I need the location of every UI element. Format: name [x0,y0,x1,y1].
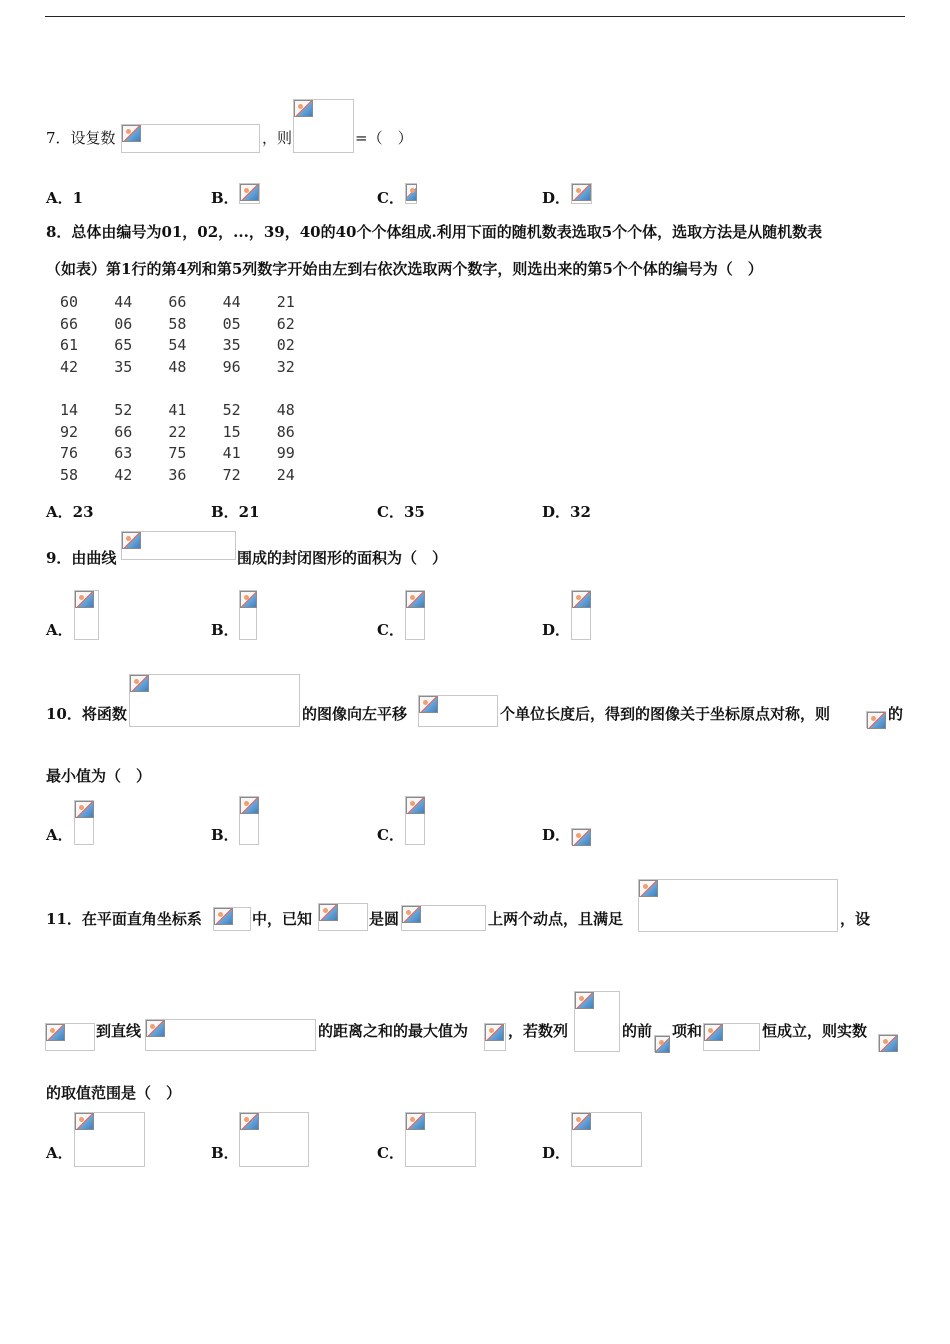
broken-image-icon [406,797,425,814]
q11-text-4: 上两个动点，且满足 [488,910,624,928]
q8-stem-line2: （如表）第1行的第4列和第5列数字开始由左到右依次选取两个数字，则选出来的第5个个体的编号为（ ） [46,260,763,278]
q11-option-c[interactable]: C． [377,1144,404,1162]
q11-text-7: 的距离之和的最大值为 [318,1022,469,1040]
broken-image-icon [419,696,438,713]
q10-formula-omega [866,711,886,728]
broken-image-icon [879,1035,898,1052]
table-row: 42 35 48 96 32 [60,358,295,377]
q11-text-6: 到直线 [96,1022,142,1040]
q9-text-2: 围成的封闭图形的面积为（ ） [237,549,448,567]
q8-option-c[interactable]: C．35 [377,503,425,521]
q11-formula-points [45,1023,95,1051]
q10-option-d[interactable]: D． [542,826,571,844]
q11-text-8: ，若数列 [508,1022,569,1040]
q9-text-1: 9．由曲线 [46,549,117,567]
broken-image-icon [240,184,259,201]
q10-text-3: 个单位长度后，得到的图像关于坐标原点对称，则 [500,705,831,723]
broken-image-icon [75,591,94,608]
broken-image-icon [655,1036,670,1053]
broken-image-icon [639,880,658,897]
broken-image-icon [406,184,417,201]
q10-text-1: 10．将函数 [46,705,127,723]
broken-image-icon [319,904,338,921]
q7-option-d-img [571,183,592,204]
q11-text-9: 的前 [622,1022,653,1040]
q10-option-d-img [571,828,591,845]
broken-image-icon [406,591,425,608]
broken-image-icon [130,675,149,692]
q11-formula-sequence [574,991,620,1052]
q11-option-a-img [74,1112,145,1167]
q11-formula-n [654,1035,670,1052]
broken-image-icon [146,1020,165,1037]
q9-formula-curves [121,531,236,560]
q7-option-b-img [239,183,260,204]
table-row: 61 65 54 35 02 [60,336,295,355]
q11-formula-ab [318,903,368,931]
broken-image-icon [485,1024,504,1041]
q9-option-c[interactable]: C． [377,621,404,639]
q7-option-c[interactable]: C． [377,189,404,207]
broken-image-icon [240,1113,259,1130]
broken-image-icon [122,125,141,142]
table-row: 60 44 66 44 21 [60,293,295,311]
q7-formula-expr [293,99,354,153]
q11-formula-sum [703,1023,760,1051]
q11-formula-line [145,1019,316,1051]
q8-stem-line1: 8．总体由编号为01，02，...，39，40的40个个体组成.利用下面的随机数表选取5个个体，选取方法是从随机数表 [46,223,823,241]
broken-image-icon [75,1113,94,1130]
table-row: 14 52 41 52 48 [60,401,295,419]
table-row: 66 06 58 05 62 [60,314,295,333]
q9-option-c-img [405,590,425,640]
q10-option-c[interactable]: C． [377,826,404,844]
q11-option-d[interactable]: D． [542,1144,571,1162]
q9-option-b[interactable]: B． [211,621,239,639]
q10-option-c-img [405,796,425,845]
q11-formula-circle [401,905,486,931]
q7-text-3: =（ ） [355,129,413,147]
q9-option-b-img [239,590,257,640]
q10-formula-shift [418,695,498,727]
q10-text-2: 的图像向左平移 [302,705,408,723]
table-row: 92 66 22 15 86 [60,422,295,441]
q11-formula-xoy [213,907,251,931]
broken-image-icon [240,591,257,608]
broken-image-icon [75,801,94,818]
q11-formula-lambda [878,1034,898,1052]
broken-image-icon [122,532,141,549]
random-number-table-1 [60,293,295,380]
q9-option-a[interactable]: A． [46,621,73,639]
q11-text-10: 项和 [672,1022,703,1040]
q11-text-5: ，设 [840,910,871,928]
q8-option-b[interactable]: B．21 [211,503,260,521]
broken-image-icon [46,1024,65,1041]
q10-option-b-img [239,796,259,845]
header-rule [45,16,905,17]
broken-image-icon [704,1024,723,1041]
q7-option-d[interactable]: D． [542,189,571,207]
q11-formula-max [484,1023,506,1051]
broken-image-icon [572,591,591,608]
q11-option-a[interactable]: A． [46,1144,73,1162]
broken-image-icon [402,906,421,923]
q10-text-4: 的 [888,705,904,723]
broken-image-icon [572,829,591,846]
broken-image-icon [406,1113,425,1130]
broken-image-icon [572,184,591,201]
broken-image-icon [214,908,233,925]
q10-text-line2: 最小值为（ ） [46,767,152,785]
q8-option-a[interactable]: A．23 [46,503,94,521]
q11-text-line3: 的取值范围是（ ） [46,1084,182,1102]
q10-formula-function [129,674,300,727]
q7-stem [46,127,116,148]
q9-option-d[interactable]: D． [542,621,571,639]
broken-image-icon [240,797,259,814]
broken-image-icon [572,1113,591,1130]
q11-option-b[interactable]: B． [211,1144,239,1162]
table-row: 58 42 36 72 24 [60,466,295,485]
q10-option-a[interactable]: A． [46,826,73,844]
table-row: 76 63 75 41 99 [60,444,295,463]
q8-option-d[interactable]: D．32 [542,503,591,521]
q7-text-2: ，则 [262,129,293,147]
q11-text-3: 是圆 [369,910,400,928]
q11-text-1: 11．在平面直角坐标系 [46,910,202,928]
q11-formula-condition [638,879,838,932]
q7-option-a[interactable]: A．1 [46,189,84,207]
q11-text-11: 恒成立，则实数 [762,1022,868,1040]
q7-text-1: 7．设复数 [46,129,116,147]
q9-option-a-img [74,590,99,640]
q11-option-c-img [405,1112,476,1167]
q11-text-2: 中，已知 [252,910,313,928]
q11-option-b-img [239,1112,309,1167]
q7-option-b[interactable]: B． [211,189,239,207]
q10-option-b[interactable]: B． [211,826,239,844]
broken-image-icon [575,992,594,1009]
broken-image-icon [867,712,886,729]
q11-option-d-img [571,1112,642,1167]
random-number-table-2 [60,401,295,488]
q7-formula-z [121,124,260,153]
q7-option-c-img [405,183,417,204]
q10-option-a-img [74,800,94,845]
broken-image-icon [294,100,313,117]
q9-option-d-img [571,590,591,640]
